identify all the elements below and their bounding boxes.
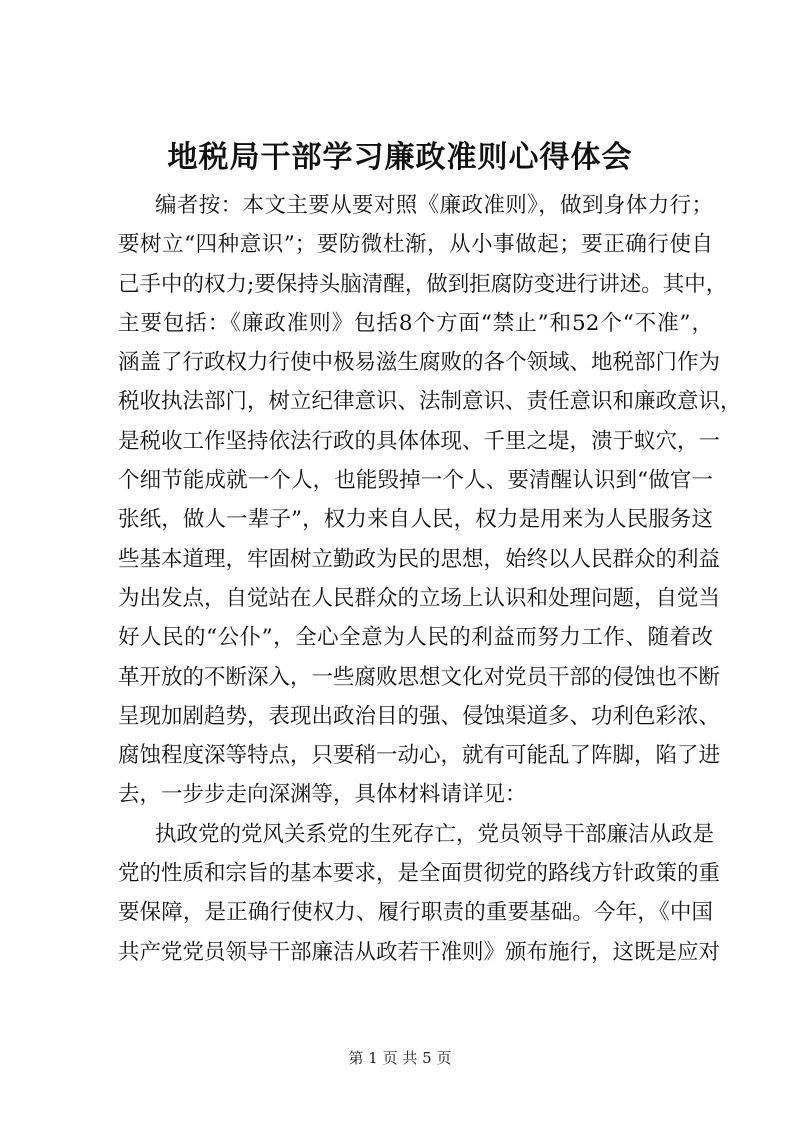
body-line: 好人民的“公仆”，全心全意为人民的利益而努力工作、随着改 xyxy=(118,625,713,651)
body-line: 己手中的权力;要保持头脑清醒，做到拒腐防变进行讲述。其中， xyxy=(118,271,728,297)
document-title: 地税局干部学习廉政准则心得体会 xyxy=(167,140,633,175)
body-line: 税收执法部门，树立纪律意识、法制意识、责任意识和廉政意识， xyxy=(118,389,742,415)
body-line: 要树立“四种意识”；要防微杜渐，从小事做起；要正确行使自 xyxy=(118,232,713,258)
body-line: 是税收工作坚持依法行政的具体体现、千里之堤，溃于蚁穴，一 xyxy=(118,428,721,454)
body-line: 要保障，是正确行使权力、履行职责的重要基础。今年，《中国 xyxy=(118,900,713,926)
page-footer: 第 1 页 共 5 页 xyxy=(348,1049,452,1067)
body-line: 些基本道理，牢固树立勤政为民的思想，始终以人民群众的利益 xyxy=(118,546,721,572)
document-body xyxy=(118,186,742,972)
body-line: 革开放的不断深入，一些腐败思想文化对党员干部的侵蚀也不断 xyxy=(118,664,721,690)
body-line: 去，一步步走向深渊等，具体材料请详见： xyxy=(118,782,527,808)
body-line: 个细节能成就一个人，也能毁掉一个人、要清醒认识到“做官一 xyxy=(118,468,713,494)
body-line: 共产党党员领导干部廉洁从政若干准则》颁布施行，这既是应对 xyxy=(118,939,721,965)
body-line: 编者按：本文主要从要对照《廉政准则》，做到身体力行； xyxy=(155,193,713,218)
body-line: 张纸，做人一辈子”，权力来自人民，权力是用来为人民服务这 xyxy=(118,507,713,533)
body-line: 党的性质和宗旨的基本要求，是全面贯彻党的路线方针政策的重 xyxy=(118,861,721,887)
body-line: 涵盖了行政权力行使中极易滋生腐败的各个领域、地税部门作为 xyxy=(118,350,721,376)
body-line: 执政党的党风关系党的生死存亡，党员领导干部廉洁从政是 xyxy=(155,821,715,847)
body-line: 主要包括：《廉政准则》包括8个方面“禁止”和52个“不准”， xyxy=(118,310,713,336)
body-line: 为出发点，自觉站在人民群众的立场上认识和处理问题，自觉当 xyxy=(118,585,721,611)
body-line: 腐蚀程度深等特点，只要稍一动心，就有可能乱了阵脚，陷了进 xyxy=(118,743,721,769)
body-line: 呈现加剧趋势，表现出政治目的强、侵蚀渠道多、功利色彩浓、 xyxy=(118,703,721,729)
